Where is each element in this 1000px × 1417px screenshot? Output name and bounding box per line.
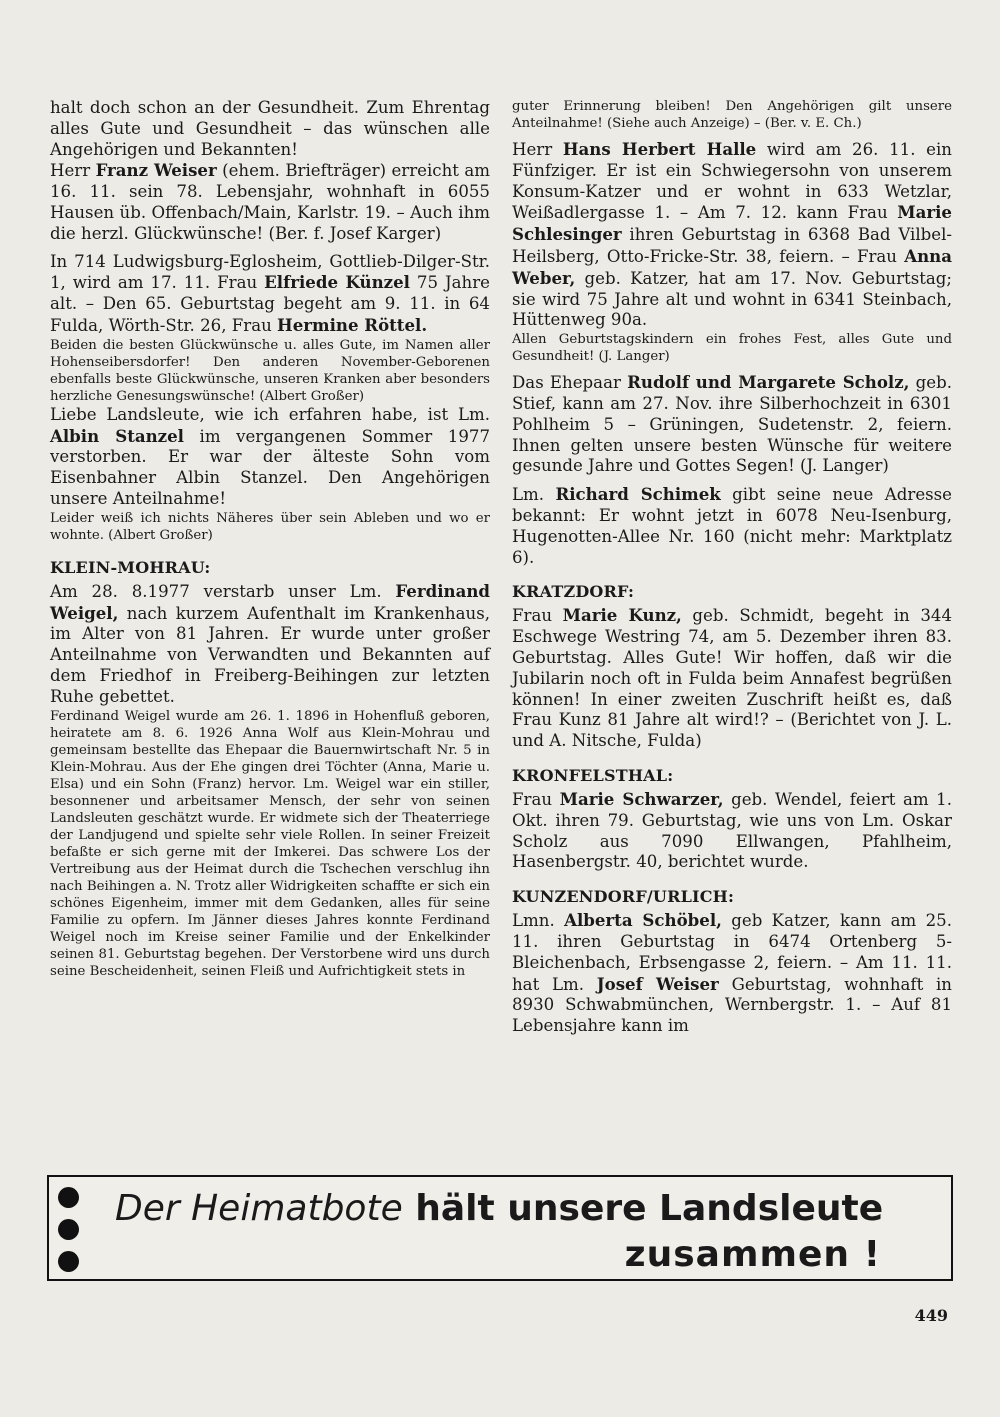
text: geb Katzer, kann am 25. 11. ihren Geburtstag in 6474 Ortenberg 5-Bleichenbach, Erbsengasse 2, feiern. – Am 11. 11. hat Lm. [512,911,952,994]
text: guter Erinnerung bleiben! Den Angehörigen gilt unsere Anteilnahme! (Siehe auch Anzeige) – (Ber. v. E. Ch.) [512,99,952,131]
text: Leider weiß ich nichts Näheres über sein Ableben und wo er wohnte. (Albert Großer) [50,510,490,543]
text: In 714 Ludwigsburg-Eglosheim, Gottlieb-Dilger-Str. 1, wird am 17. 11. Frau [50,251,490,293]
section-heading: KUNZENDORF/URLICH: [512,887,735,907]
article-paragraph [50,160,490,244]
text: im vergangenen Sommer 1977 verstorben. Er war der älteste Sohn vom Eisenbahner Albin Stanzel. Den Angehörigen unsere Anteilnahme! [50,426,490,508]
text: nach kurzem Aufenthalt im Krankenhaus, im Alter von 81 Jahren. Er wurde unter großer Anteilnahme von Verwandten und Bekannten auf dem Friedhof in Freiberg-Beihingen zur letzten Ruhe gebettet. [50,603,490,706]
person-name: Albin Stanzel [50,425,184,446]
left-column [50,98,490,980]
person-name: Marie Kunz, [562,605,682,626]
text: Liebe Landsleute, wie ich erfahren habe, ist Lm. [50,404,490,424]
text: Herr [50,161,96,181]
text: Frau [512,789,560,809]
person-name: Franz Weiser [95,160,217,181]
text: Am 28. 8.1977 verstarb unser Lm. [50,581,396,601]
text: Beiden die besten Glückwünsche u. alles Gute, im Namen aller Hohenseibersdorfer! Den anderen November-Geborenen ebenfalls beste Glückwünsche, unseren Kranken aber besonders herzliche Genesungswünsche! (Albert Großer) [50,337,490,404]
article-paragraph [512,139,952,331]
article-paragraph [50,252,490,337]
section-heading: KRONFELSTHAL: [512,765,674,785]
article-paragraph-small [50,510,490,544]
text: Lm. [512,485,556,505]
text: Lmn. [512,911,565,931]
person-name: Richard Schimek [555,484,721,505]
text: (ehem. Briefträger) erreicht am 16. 11. sein 78. Lebensjahr, wohnhaft in 6055 Hausen üb. Offenbach/Main, Karlstr. 19. – Auch ihm die herzl. Glückwünsche! (Ber. f. Josef Karger) [50,161,490,243]
text: wird am 26. 11. ein Fünfziger. Er ist ein Schwiegersohn von unserem Konsum-Katzer und er wohnt in 633 Wetzlar, Weißadlergasse 1. – Am 7. 12. kann Frau [512,140,952,223]
person-name: Anna Weber, [512,245,952,288]
person-name: Hans Herbert Halle [562,139,757,159]
person-name: Rudolf und Margarete Scholz, [627,372,910,393]
text: halt doch schon an der Gesundheit. Zum Ehrentag alles Gute und Gesundheit – das wünschen alle Angehörigen und Bekannten! [50,98,490,159]
article-paragraph [512,372,952,477]
section-heading: KLEIN-MOHRAU: [50,557,211,577]
slogan-line-2: zusammen ! [624,1234,881,1275]
article-paragraph [512,910,952,1037]
text: 75 Jahre alt. – Den 65. Geburtstag begeht am 9. 11. in 64 Fulda, Wörth-Str. 26, Frau [50,273,490,335]
text: Allen Geburtstagskindern ein frohes Fest, alles Gute und Gesundheit! (J. Langer) [512,332,952,365]
text: geb. Wendel, feiert am 1. Okt. ihren 79. Geburtstag, wie uns von Lm. Oskar Scholz aus 7090 Ellwangen, Pfahlheim, Hasenbergstr. 40, berichtet wurde. [512,789,952,872]
article-paragraph [50,98,490,160]
bullet-dot-icon [58,1251,79,1272]
article-paragraph-small [512,98,952,132]
bullet-dot-icon [58,1219,79,1240]
person-name: Marie Schwarzer, [559,788,724,809]
article-paragraph-small [50,708,490,980]
person-name: Marie Schlesinger [512,202,952,245]
person-name: Elfriede Künzel [264,272,410,293]
article-paragraph [512,605,952,752]
section-heading: KRATZDORF: [512,582,635,602]
article-paragraph [50,581,490,708]
article-paragraph [50,405,490,510]
right-column [512,98,952,1037]
person-name: Ferdinand Weigel, [50,580,490,623]
person-name: Josef Weiser [596,973,719,994]
slogan-line-1 [115,1187,883,1231]
person-name: Hermine Röttel. [277,314,428,335]
text: Ferdinand Weigel wurde am 26. 1. 1896 in Hohenfluß geboren, heiratete am 8. 6. 1926 Anna Wolf aus Klein-Mohrau und gemeinsam bestellte das Ehepaar die Bauernwirtschaft Nr. 5 in Klein-Mohrau. Aus der Ehe gingen drei Töchter (Anna, Marie u. Elsa) und ein Sohn (Franz) hervor. Lm. Weigel war ein stiller, besonnener und arbeitsamer Mensch, der sehr von seinen Landsleuten geschätzt wurde. Er widmete sich der Theaterriege der Landjugend und spielte sehr viele Rollen. In seiner Freizeit befaßte er sich gerne mit der Imkerei. Das schwere Los der Vertreibung aus der Heimat durch die Tschechen verschlug ihn nach Beihingen a. N. Trotz aller Widrigkeiten schaffte er sich ein schönes Eigenheim, immer mit dem Gedanken, alles für seine Familie zu opfern. Im Jänner dieses Jahres konnte Ferdinand Weigel noch im Kreise seiner Familie und der Enkelkinder seinen 81. Geburtstag begehen. Der Verstorbene wird uns durch seine Bescheidenheit, seinen Fleiß und Aufrichtigkeit stets in [50,708,490,979]
text: geb. Schmidt, begeht in 344 Eschwege Westring 74, am 5. Dezember ihren 83. Geburtstag. Alles Gute! Wir hoffen, daß wir die Jubilarin noch oft in Fulda beim Annafest begrüßen können! In einer zweiten Zuschrift heißt es, daß Frau Kunz 81 Jahre alt wird!? – (Berichtet von J. L. und A. Nitsche, Fulda) [512,606,953,751]
page-number: 449 [914,1306,948,1325]
text: Geburtstag, wohnhaft in 8930 Schwabmünchen, Wernbergstr. 1. – Auf 81 Lebensjahre kann im [512,974,952,1036]
article-paragraph [512,484,952,568]
slogan-italic-text: Der Heimatbote [115,1188,403,1229]
bullet-dot-icon [58,1187,79,1208]
article-paragraph-small [50,337,490,405]
text: geb. Stief, kann am 27. Nov. ihre Silberhochzeit in 6301 Pohlheim 5 – Grüningen, Sudetenstr. 2, feiern. Ihnen gelten unsere besten Wünsche für weitere gesunde Jahre und Gottes Segen! (J. Langer) [512,373,952,476]
text: gibt seine neue Adresse bekannt: Er wohnt jetzt in 6078 Neu-Isenburg, Hugenotten-Allee Nr. 160 (nicht mehr: Marktplatz 6). [512,485,952,567]
text: Frau [512,606,563,626]
slogan-banner [47,1175,953,1281]
slogan-bold-text: hält unsere Landsleute [402,1188,884,1229]
text: Das Ehepaar [512,373,628,393]
article-paragraph-small [512,331,952,365]
text: ihren Geburtstag in 6368 Bad Vilbel-Heilsberg, Otto-Fricke-Str. 38, feiern. – Frau [512,225,952,266]
person-name: Alberta Schöbel, [564,910,722,931]
text: geb. Katzer, hat am 17. Nov. Geburtstag; sie wird 75 Jahre alt und wohnt in 6341 Steinbach, Hüttenweg 90a. [512,268,952,330]
article-paragraph [512,789,952,873]
text: Herr [512,140,563,159]
